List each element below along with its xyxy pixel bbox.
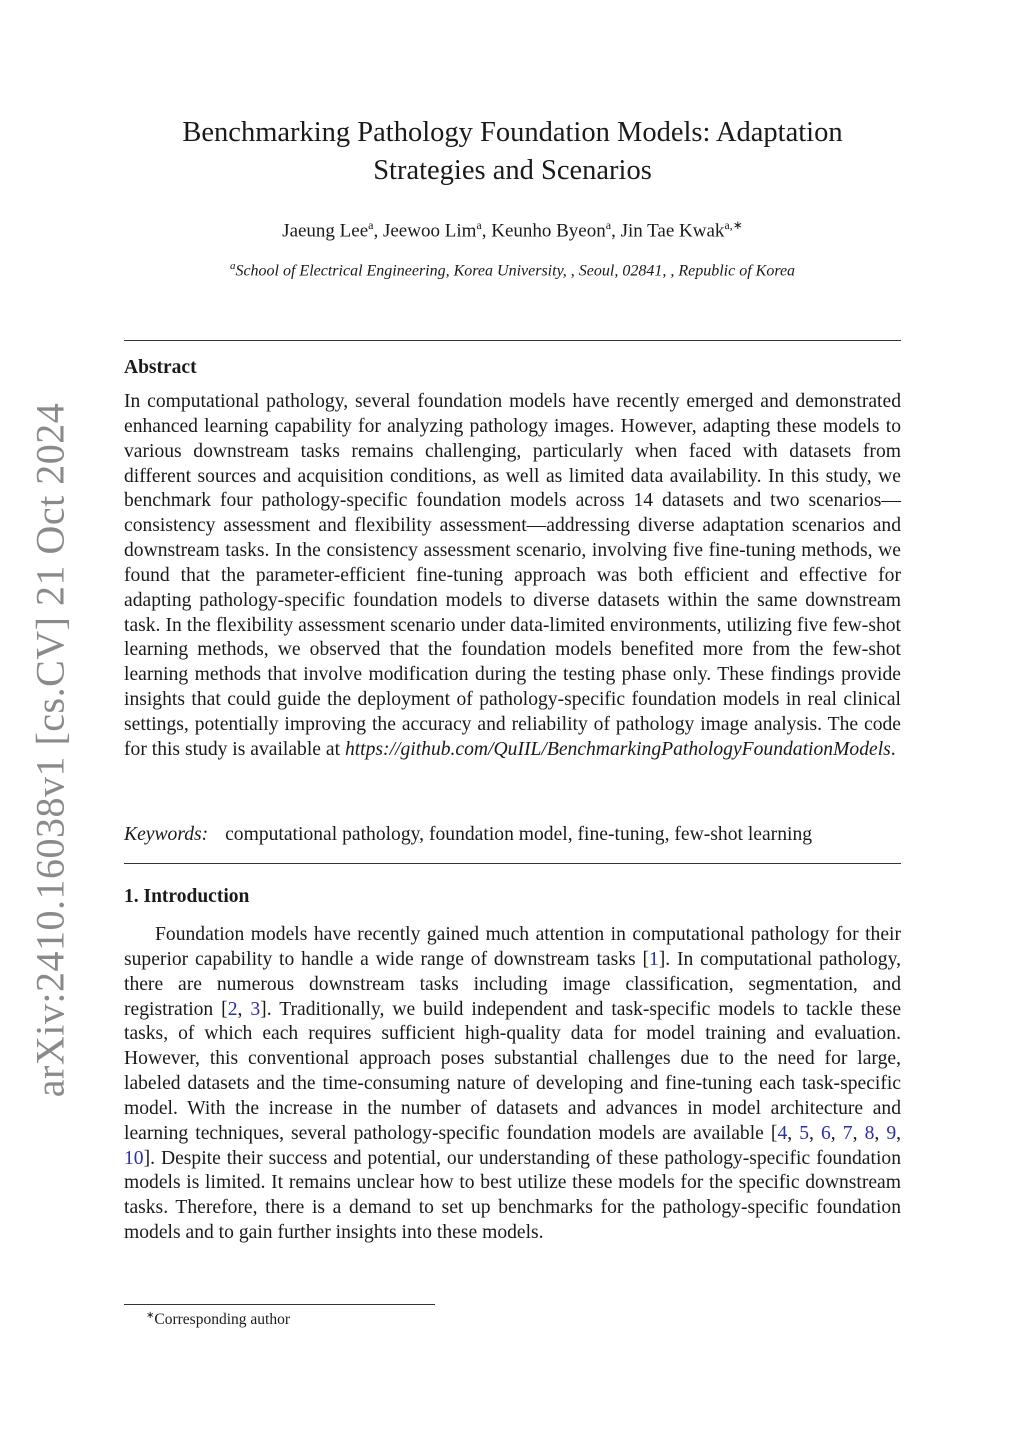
citation-link[interactable]: 10 xyxy=(124,1147,144,1169)
citation-link[interactable]: 9 xyxy=(886,1122,897,1144)
abstract-heading: Abstract xyxy=(124,357,197,378)
author-name: Jaeung Lee xyxy=(282,220,369,242)
title-line-1: Benchmarking Pathology Foundation Models: Adaptation xyxy=(182,117,843,148)
code-link[interactable]: https://github.com/QuIIL/BenchmarkingPathologyFoundationModels xyxy=(344,738,891,760)
affiliation-text: School of Electrical Engineering, Korea University, , Seoul, 02841, , Republic of Korea xyxy=(235,262,796,280)
citation-link[interactable]: 1 xyxy=(648,948,659,970)
intro-text: ]. Despite their success and potential, our understanding of these pathology-specific foundation models is limited. It remains unclear how to best utilize these models for the specific downstream tasks. Therefore, there is a demand to set up benchmarks for the pathology-specific foundation models and to gain further insights into these models. xyxy=(124,1147,901,1244)
title-line-2: Strategies and Scenarios xyxy=(373,155,652,186)
introduction-paragraph: Foundation models have recently gained much attention in computational pathology for their superior capability to handle a wide range of downstream tasks [1]. In computational pathology, there are numerous downstream tasks including image classification, segmentation, and registration [2, 3]. Traditionally, we build independent and task-specific models to tackle these tasks, of which each requires sufficient high-quality data for model training and evaluation. However, this conventional approach poses substantial challenges due to the need for large, labeled datasets and the time-consuming nature of developing and fine-tuning each task-specific model. With the increase in the number of datasets and advances in model architecture and learning techniques, several pathology-specific foundation models are available [4, 5, 6, 7, 8, 9, 10]. Despite their success and potential, our understanding of these pathology-specific foundation models is limited. It remains unclear how to best utilize these models for the specific downstream tasks. Therefore, there is a demand to set up benchmarks for the pathology-specific foundation models and to gain further insights into these models. xyxy=(124,924,902,1244)
arxiv-sidebar xyxy=(20,402,80,1098)
abstract-text: In computational pathology, several foundation models have recently emerged and demonstrated enhanced learning capability for analyzing pathology images. However, adapting these models to various downstream tasks remains challenging, particularly when faced with datasets from different sources and acquisition conditions, as well as limited data availability. In this study, we benchmark four pathology-specific foundation models across 14 datasets and two scenarios—consistency assessment and flexibility assessment—addressing diverse adaptation scenarios and downstream tasks. In the consistency assessment scenario, involving five fine-tuning methods, we found that the parameter-efficient fine-tuning approach was both efficient and effective for adapting pathology-specific foundation models to diverse datasets within the same downstream task. In the flexibility assessment scenario under data-limited environments, utilizing five few-shot learning methods, we observed that the foundation models benefited more from the few-shot learning methods that involve modification during the testing phase only. These findings provide insights that could guide the deployment of pathology-specific foundation models in real clinical settings, potentially improving the accuracy and reliability of pathology image analysis. The code for this study is available at xyxy=(124,391,901,760)
author-mark: a xyxy=(605,218,612,232)
footnote-rule xyxy=(124,1304,435,1305)
citation-link[interactable]: 3 xyxy=(250,998,261,1020)
author-list: Jaeung Lee$^a$, Jeewoo Lim$^a$, Keunho Byeon$^a$, Jin Tae Kwak$^{a,∗}$ xyxy=(282,218,743,242)
author-name: Keunho Byeon xyxy=(491,220,606,242)
author-mark: a,∗ xyxy=(724,218,743,232)
paper-title xyxy=(124,114,901,190)
abstract-end: . xyxy=(890,738,896,760)
author-name: Jeewoo Lim xyxy=(382,220,477,242)
author-mark: a xyxy=(368,218,374,232)
arxiv-identifier: arXiv:2410.16038v1 [cs.CV] 21 Oct 2024 xyxy=(27,402,73,1098)
citation-link[interactable]: 4 xyxy=(777,1122,788,1144)
footnote-text: Corresponding author xyxy=(154,1311,290,1329)
section-heading-introduction: 1. Introduction xyxy=(124,886,250,907)
footnote-mark: ∗ xyxy=(146,1310,155,1321)
affiliation-mark: a xyxy=(229,260,236,272)
intro-text: Foundation models have recently gained much attention in computational pathology for their superior capability to handle a wide range of downstream tasks [ xyxy=(124,924,901,970)
author-name: Jin Tae Kwak xyxy=(620,220,725,242)
citation-link[interactable]: 7 xyxy=(842,1122,853,1144)
citation-link[interactable]: 6 xyxy=(821,1122,831,1144)
keywords xyxy=(124,824,812,846)
citation-link[interactable]: 5 xyxy=(799,1122,810,1144)
abstract-bottom-rule xyxy=(124,863,901,864)
affiliation xyxy=(124,260,901,280)
keywords-text: computational pathology, foundation model, fine-tuning, few-shot learning xyxy=(225,824,813,845)
author-mark: a xyxy=(476,218,482,232)
citation-link[interactable]: 2 xyxy=(227,998,238,1020)
footnote xyxy=(146,1310,290,1329)
keywords-label: Keywords: xyxy=(124,824,209,845)
intro-text: ]. In computational pathology, there are numerous downstream tasks including image classification, segmentation, and registration [ xyxy=(124,948,901,1020)
abstract-body xyxy=(124,390,901,763)
intro-text: ]. Traditionally, we build independent and task-specific models to tackle these tasks, of which each requires sufficient high-quality data for model training and evaluation. However, this conventional approach poses substantial challenges due to the need for large, labeled datasets and the time-consuming nature of developing and fine-tuning each task-specific model. With the increase in the number of datasets and advances in model architecture and learning techniques, several pathology-specific foundation models are available [ xyxy=(124,998,902,1144)
citation-link[interactable]: 8 xyxy=(864,1122,875,1144)
abstract-top-rule xyxy=(124,340,901,341)
